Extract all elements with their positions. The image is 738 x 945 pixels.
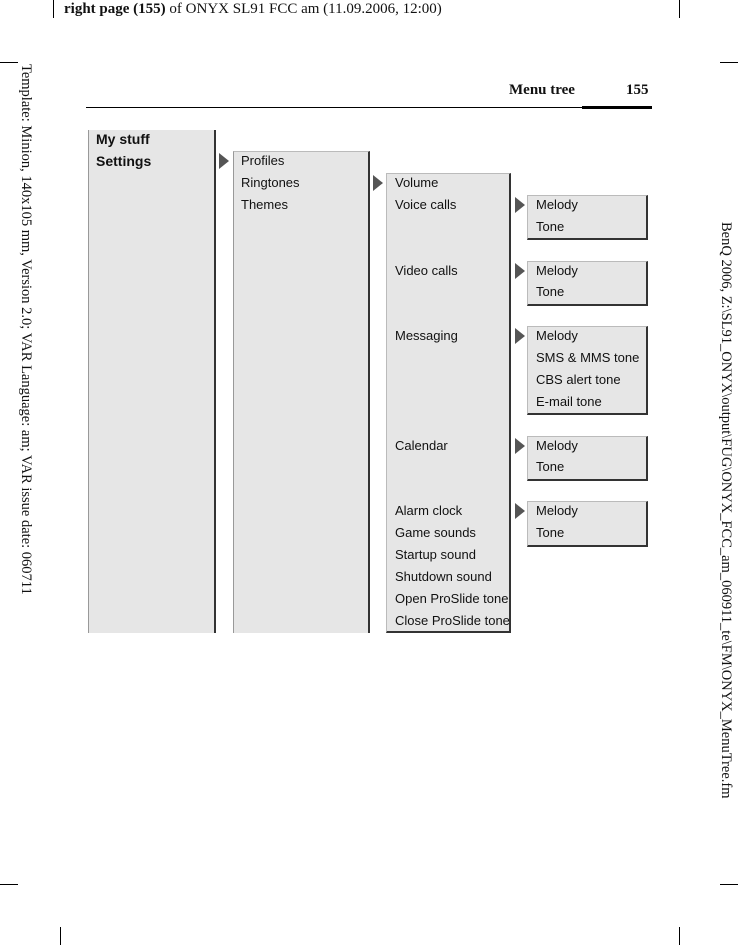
crop-mark <box>720 884 738 885</box>
menu-item-tone: Tone <box>536 284 565 299</box>
arrow-right-icon <box>515 328 525 344</box>
menu-level1-panel <box>88 130 216 633</box>
crop-mark <box>53 0 54 18</box>
crop-mark <box>0 62 18 63</box>
menu-item-melody: Melody <box>536 438 578 453</box>
page-number: 155 <box>626 82 649 98</box>
crop-mark <box>679 927 680 945</box>
arrow-right-icon <box>515 197 525 213</box>
menu-item-email-tone: E-mail tone <box>536 394 602 409</box>
arrow-right-icon <box>219 153 229 169</box>
menu-level3-panel <box>386 173 511 633</box>
header-divider <box>86 107 652 108</box>
menu-item-messaging: Messaging <box>395 328 458 343</box>
menu-item-melody: Melody <box>536 197 578 212</box>
menu-item-game-sounds: Game sounds <box>395 525 476 540</box>
menu-item-volume: Volume <box>395 175 439 190</box>
print-header-page: right page (155) <box>64 1 166 17</box>
menu-item-melody: Melody <box>536 328 578 343</box>
arrow-right-icon <box>373 175 383 191</box>
menu-item-close-proslide-tone: Close ProSlide tone <box>395 613 510 628</box>
header-divider-accent <box>582 106 652 109</box>
menu-item-shutdown-sound: Shutdown sound <box>395 569 492 584</box>
menu-item-voice-calls: Voice calls <box>395 197 457 212</box>
menu-item-video-calls: Video calls <box>395 263 458 278</box>
menu-item-calendar: Calendar <box>395 438 448 453</box>
menu-item-cbs-alert-tone: CBS alert tone <box>536 372 621 387</box>
page-title: Menu tree <box>509 82 575 98</box>
crop-mark <box>60 927 61 945</box>
menu-item-startup-sound: Startup sound <box>395 547 476 562</box>
menu-level2-panel <box>233 151 370 633</box>
file-path-info: BenQ 2006, Z:\SL91_ONYX\output\FUG\ONYX_FCC_am_060911_te\FM\ONYX_MenuTree.fm <box>718 222 734 799</box>
print-header <box>64 0 442 18</box>
crop-mark <box>0 884 18 885</box>
menu-item-ringtones: Ringtones <box>241 175 300 190</box>
menu-item-sms-mms-tone: SMS & MMS tone <box>536 350 640 365</box>
menu-item-my-stuff: My stuff <box>96 131 150 147</box>
arrow-right-icon <box>515 503 525 519</box>
print-header-info: of ONYX SL91 FCC am (11.09.2006, 12:00) <box>165 1 442 17</box>
menu-item-alarm-clock: Alarm clock <box>395 503 463 518</box>
crop-mark <box>720 62 738 63</box>
menu-item-settings: Settings <box>96 153 152 169</box>
menu-item-tone: Tone <box>536 219 565 234</box>
menu-item-melody: Melody <box>536 263 578 278</box>
menu-item-melody: Melody <box>536 503 578 518</box>
arrow-right-icon <box>515 263 525 279</box>
arrow-right-icon <box>515 438 525 454</box>
menu-item-profiles: Profiles <box>241 153 285 168</box>
crop-mark <box>679 0 680 18</box>
template-info: Template: Minion, 140x105 mm, Version 2.0; VAR Language: am; VAR issue date: 060711 <box>18 64 34 595</box>
menu-item-themes: Themes <box>241 197 288 212</box>
menu-item-tone: Tone <box>536 459 565 474</box>
menu-item-open-proslide-tone: Open ProSlide tone <box>395 591 509 606</box>
menu-item-tone: Tone <box>536 525 565 540</box>
